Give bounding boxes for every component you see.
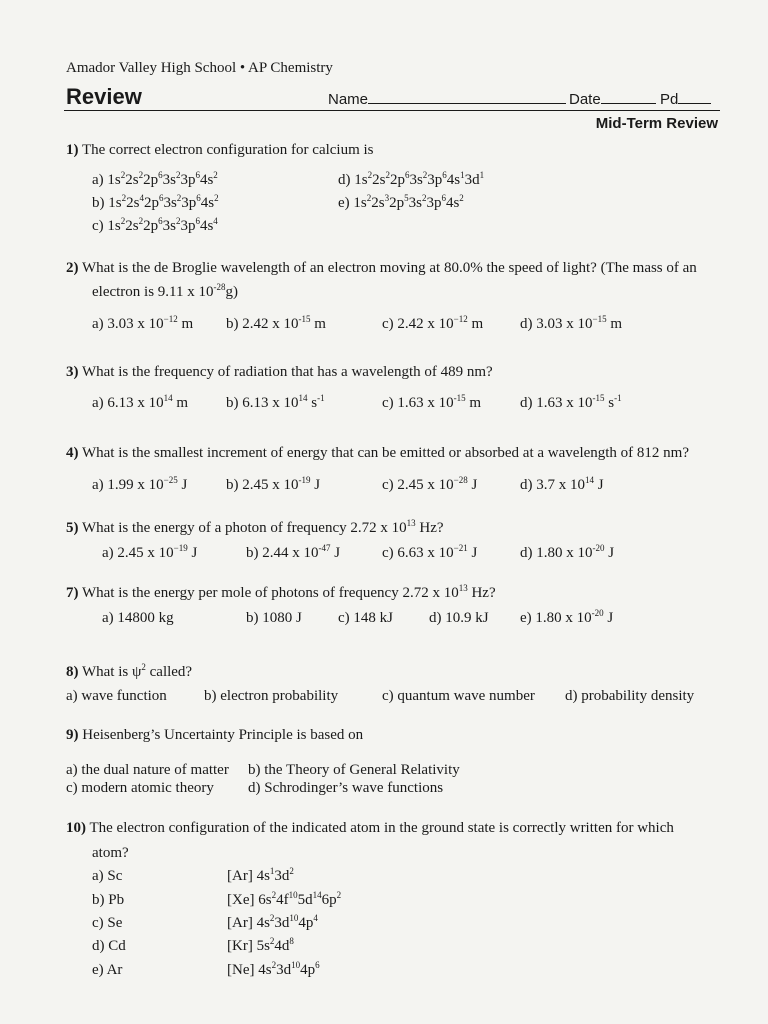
q1-option-d[interactable]: d) $1s^22s^22p^63s^23p^64s^13d^1$ [338, 170, 485, 188]
question-5 [66, 520, 444, 537]
q1-option-c[interactable]: c) $1s^22s^22p^63s^23p^64s^4$ [92, 216, 218, 234]
question-10 [66, 820, 674, 837]
name-blank[interactable] [368, 89, 566, 104]
q8-option-a[interactable]: a) wave function [66, 688, 167, 704]
q10-config-c: [Ar] $4s^23d^{10}4p^4$ [227, 913, 318, 931]
name-field[interactable] [328, 89, 566, 108]
question-3 [66, 364, 493, 381]
question-8 [66, 664, 192, 681]
q2-option-c[interactable]: c) 2.42 x $10^{-12}$ m [382, 314, 484, 332]
q8-option-d[interactable]: d) probability density [565, 688, 695, 704]
question-number: 9) [66, 727, 79, 743]
q5-option-a[interactable]: a) 2.45 x $10^{-19}$ J [102, 543, 198, 561]
question-text: What is the smallest increment of energy that can be emitted or absorbed at a wavelength of 812 nm? [81, 445, 690, 461]
question-10-text-cont: atom? [92, 845, 129, 861]
q7-option-b[interactable]: b) 1080 J [246, 610, 302, 626]
q5-option-d[interactable]: d) 1.80 x $10^{-20}$ J [520, 543, 615, 561]
question-4 [66, 445, 689, 462]
q1-option-b[interactable]: b) $1s^22s^42p^63s^23p^64s^2$ [92, 193, 219, 211]
q4-option-c[interactable]: c) 2.45 x $10^{-28}$ J [382, 475, 478, 493]
q3-option-c[interactable]: c) 1.63 x $10^{-15}$ m [382, 393, 482, 411]
question-text: What is $\psi^2$ called? [81, 662, 193, 680]
q10-config-e: [Ne] $4s^23d^{10}4p^6$ [227, 960, 320, 978]
q10-option-b[interactable]: b) Pb [92, 892, 125, 908]
question-number: 7) [66, 585, 79, 601]
question-text: What is the frequency of radiation that has a wavelength of 489 nm? [81, 364, 493, 380]
date-blank[interactable] [601, 89, 656, 104]
q10-config-b: [Xe] $6s^24f^{10}5d^{14}6p^2$ [227, 890, 342, 908]
question-number: 8) [66, 664, 79, 680]
q3-option-d[interactable]: d) 1.63 x $10^{-15}$ $s^{-1}$ [520, 393, 622, 411]
q2-option-b[interactable]: b) 2.42 x $10^{-15}$ m [226, 314, 326, 332]
question-text: What is the energy of a photon of frequency 2.72 x $10^{13}$ Hz? [81, 518, 444, 536]
q1-option-e[interactable]: e) $1s^22s^32p^53s^23p^64s^2$ [338, 193, 464, 211]
q4-option-d[interactable]: d) 3.7 x $10^{14}$ J [520, 475, 604, 493]
question-number: 10) [66, 820, 86, 836]
header-rule [64, 110, 720, 111]
q7-option-a[interactable]: a) 14800 kg [102, 610, 174, 626]
q5-option-b[interactable]: b) 2.44 x $10^{-47}$ J [246, 543, 341, 561]
pd-label: Pd [660, 91, 679, 108]
question-text: What is the de Broglie wavelength of an electron moving at 80.0% the speed of light? (The mass of an [81, 260, 697, 276]
question-number: 4) [66, 445, 79, 461]
question-number: 5) [66, 520, 79, 536]
q3-option-b[interactable]: b) 6.13 x $10^{14}$ $s^{-1}$ [226, 393, 325, 411]
question-7 [66, 585, 496, 602]
q9-option-c[interactable]: c) modern atomic theory [66, 780, 214, 796]
question-text: The electron configuration of the indicated atom in the ground state is correctly written for which [89, 820, 674, 836]
q7-option-c[interactable]: c) 148 kJ [338, 610, 393, 626]
question-number: 2) [66, 260, 79, 276]
page-title: Review [66, 84, 142, 109]
question-text: The correct electron configuration for calcium is [81, 142, 374, 158]
q7-option-e[interactable]: e) 1.80 x $10^{-20}$ J [520, 608, 614, 626]
name-label: Name [328, 91, 369, 108]
q7-option-d[interactable]: d) 10.9 kJ [429, 610, 489, 626]
q9-option-a[interactable]: a) the dual nature of matter [66, 762, 229, 778]
question-text: Heisenberg’s Uncertainty Principle is based on [82, 727, 364, 743]
q8-option-c[interactable]: c) quantum wave number [382, 688, 535, 704]
q10-config-d: [Kr] $5s^24d^8$ [227, 936, 294, 954]
q9-option-d[interactable]: d) Schrodinger’s wave functions [248, 780, 444, 796]
subtitle: Mid-Term Review [595, 115, 718, 132]
question-number: 3) [66, 364, 79, 380]
q10-option-d[interactable]: d) Cd [92, 938, 126, 954]
q4-option-a[interactable]: a) 1.99 x $10^{-25}$ J [92, 475, 188, 493]
q1-option-a[interactable]: a) $1s^22s^22p^63s^23p^64s^2$ [92, 170, 218, 188]
q10-option-c[interactable]: c) Se [92, 915, 123, 931]
date-label: Date [569, 91, 601, 108]
period-field[interactable] [660, 89, 711, 108]
q10-option-a[interactable]: a) Sc [92, 868, 123, 884]
q2-option-d[interactable]: d) 3.03 x $10^{-15}$ m [520, 314, 622, 332]
q5-option-c[interactable]: c) 6.63 x $10^{-21}$ J [382, 543, 478, 561]
question-2-text-cont: electron is 9.11 x $10^{-28}g$) [92, 282, 239, 300]
q2-option-a[interactable]: a) 3.03 x $10^{-12}$ m [92, 314, 194, 332]
q3-option-a[interactable]: a) 6.13 x $10^{14}$ m [92, 393, 189, 411]
question-9 [66, 727, 363, 744]
q4-option-b[interactable]: b) 2.45 x $10^{-19}$ J [226, 475, 321, 493]
question-2 [66, 260, 697, 277]
date-field[interactable] [569, 89, 656, 108]
school-heading: Amador Valley High School • AP Chemistry [66, 60, 333, 76]
question-1 [66, 142, 374, 159]
pd-blank[interactable] [678, 89, 711, 104]
question-number: 1) [66, 142, 79, 158]
q8-option-b[interactable]: b) electron probability [204, 688, 339, 704]
q10-config-a: [Ar] $4s^13d^2$ [227, 866, 294, 884]
q10-option-e[interactable]: e) Ar [92, 962, 123, 978]
question-text: What is the energy per mole of photons of frequency 2.72 x $10^{13}$ Hz? [81, 583, 496, 601]
q9-option-b[interactable]: b) the Theory of General Relativity [248, 762, 460, 778]
